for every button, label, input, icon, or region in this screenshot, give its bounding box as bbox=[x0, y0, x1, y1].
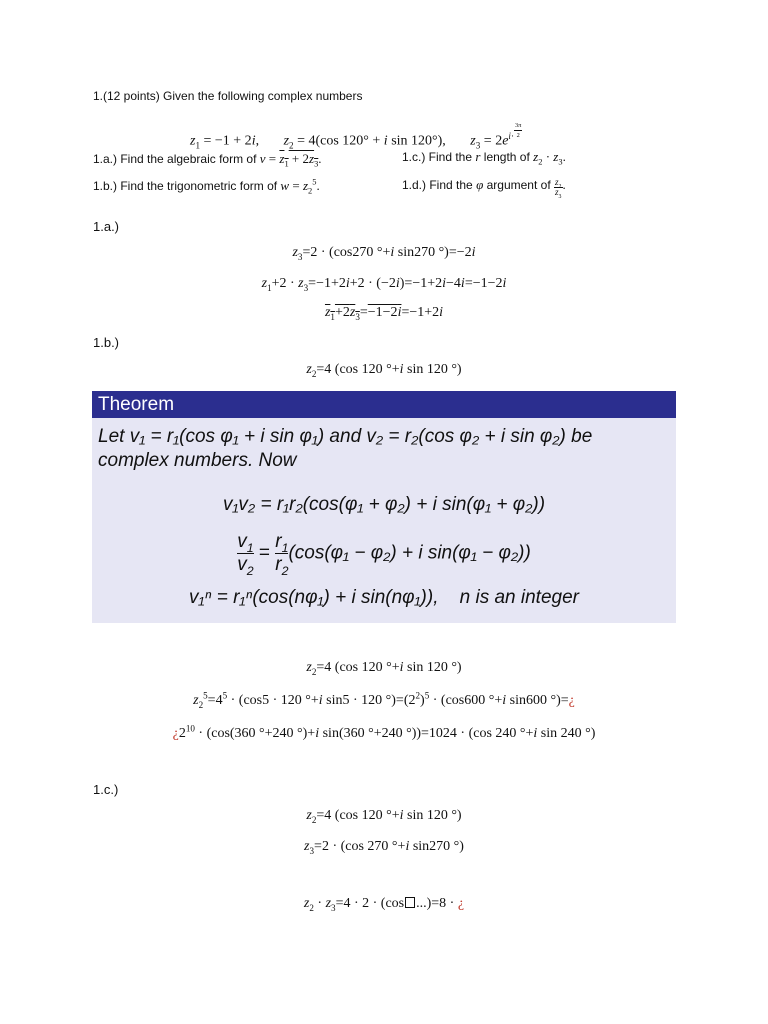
theorem-power-note: n is an integer bbox=[459, 587, 579, 608]
eq-c3: $z_2 \cdot z_3=4 \cdot 2 \cdot (\cos$ ...)=8 · ¿ bbox=[303, 896, 465, 913]
eq-b4: ¿$2^{10} \cdot (\cos(360$ °+240 °)+i sin(360 °+240 °))=1024 · (cos 240 °+i sin 240 °) bbox=[172, 723, 596, 741]
eq-b2: $z_2=4$ (cos 120 °+i sin 120 °) bbox=[306, 660, 462, 677]
task-c: 1.c.) Find the r length of $z_2 \cdot z_3$. bbox=[402, 149, 566, 167]
problem-title: 1.(12 points) Given the following complex numbers bbox=[93, 89, 363, 103]
eq-a3: $z_1+2z_3=-1-2i=-1+2i$ bbox=[324, 305, 444, 322]
theorem-product: v₁v₂ = r₁r₂(cos(φ₁ + φ₂) + i sin(φ₁ + φ₂)) bbox=[222, 494, 546, 515]
section-b-label: 1.b.) bbox=[93, 335, 120, 350]
eq-a1: $z_3=2 \cdot (\cos 270$ °+i sin270 °)=−2i bbox=[292, 245, 476, 262]
theorem-quotient: $\frac{v_1}{v_2}$ = $\frac{r_1}{r_2}$ (cos(φ₁ − φ₂) + i sin(φ₁ − φ₂)) bbox=[237, 531, 531, 578]
task-a: 1.a.) Find the algebraic form of $v = z_1 + 2z_3$. bbox=[93, 151, 322, 169]
eq-a2: $z_1+2 \cdot z_3=-1+2i+2 \cdot (-2i)=-1+2i-4i=-1-2i$ bbox=[261, 276, 507, 293]
eq-c1: $z_2=4$ (cos 120 °+i sin 120 °) bbox=[306, 808, 462, 825]
given-numbers: $z_1 = -1 + 2i$, $z_2 = 4(\cos$ 120° + i sin 120°), $z_3 = 2e^{i\cdot \frac{3\pi}{2}}$ bbox=[190, 122, 522, 151]
theorem-line1: Let v₁ = r₁(cos φ₁ + i sin φ₁) and v₂ = r₂(cos φ₂ + i sin φ₂) be bbox=[98, 426, 593, 447]
theorem-title: Theorem bbox=[92, 391, 676, 418]
theorem-power: v₁ⁿ = r₁ⁿ(cos(nφ₁) + i sin(nφ₁)), n is an integer bbox=[189, 587, 579, 608]
eq-b1: $z_2=4$ (cos 120 °+i sin 120 °) bbox=[306, 362, 462, 379]
eq-b3: $z_2^5=4^5 \cdot (\cos 5 \cdot 120$ °+i sin5 · 120 $^\circ)=(2^2)^5 \cdot (\cos 600$ °+i sin600 °)=¿ bbox=[193, 690, 575, 710]
eq-c2: $z_3=2 \cdot (\cos$ 270 °+i sin270 °) bbox=[304, 839, 464, 856]
task-d: 1.d.) Find the φ argument of $\frac{z_2}{z_3}$ . bbox=[402, 177, 566, 200]
task-b: 1.b.) Find the trigonometric form of $w = z_2^5$. bbox=[93, 176, 320, 196]
theorem-quotient-rhs: (cos(φ₁ − φ₂) + i sin(φ₁ − φ₂)) bbox=[288, 542, 531, 564]
theorem-box bbox=[92, 391, 676, 623]
section-a-label: 1.a.) bbox=[93, 219, 120, 234]
section-c-label: 1.c.) bbox=[93, 782, 119, 797]
theorem-line2: complex numbers. Now bbox=[98, 450, 297, 471]
